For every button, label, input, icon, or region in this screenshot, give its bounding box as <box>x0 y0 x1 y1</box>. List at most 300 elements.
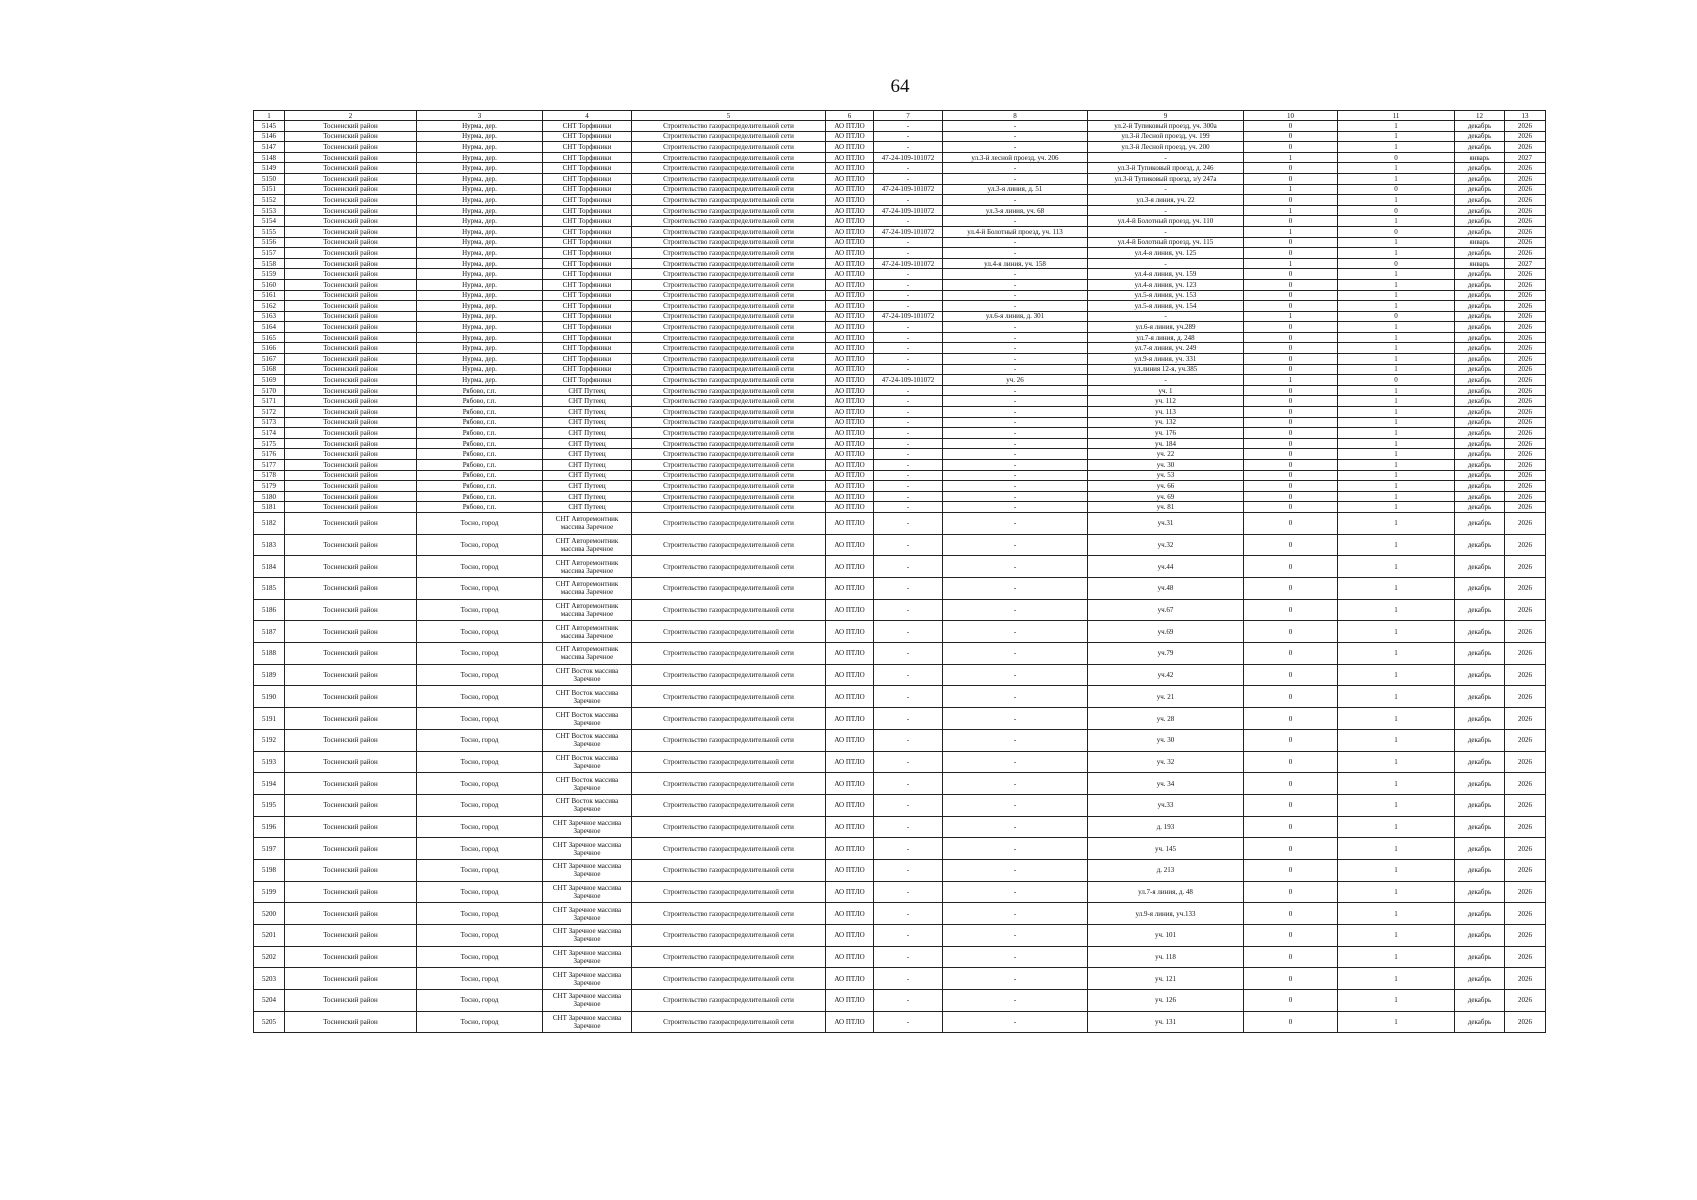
cell-settlement: Тосно, город <box>417 859 543 881</box>
cell-count-b: 1 <box>1338 708 1455 730</box>
cell-row-number: 5204 <box>254 990 285 1012</box>
cell-year: 2026 <box>1505 417 1546 428</box>
cell-address-a: - <box>943 142 1088 153</box>
cell-settlement: Тосно, город <box>417 534 543 556</box>
cell-work-type: Строительство газораспределительной сети <box>632 258 826 269</box>
cell-organization: АО ПТЛО <box>826 385 874 396</box>
cell-cadastral-number: - <box>874 664 943 686</box>
cell-count-a: 0 <box>1244 621 1338 643</box>
cell-district: Тосненский район <box>285 195 417 206</box>
cell-work-type: Строительство газораспределительной сети <box>632 460 826 471</box>
cell-address-b: уч.31 <box>1088 512 1244 534</box>
table-row <box>254 881 1546 903</box>
cell-address-b: уч. 66 <box>1088 481 1244 492</box>
cell-work-type: Строительство газораспределительной сети <box>632 428 826 439</box>
cell-row-number: 5151 <box>254 184 285 195</box>
cell-cadastral-number: - <box>874 407 943 418</box>
cell-work-type: Строительство газораспределительной сети <box>632 925 826 947</box>
cell-district: Тосненский район <box>285 859 417 881</box>
cell-cadastral-number: - <box>874 859 943 881</box>
cell-work-type: Строительство газораспределительной сети <box>632 332 826 343</box>
cell-work-type: Строительство газораспределительной сети <box>632 184 826 195</box>
table-row <box>254 751 1546 773</box>
cell-row-number: 5178 <box>254 470 285 481</box>
cell-settlement: Рябово, г.п. <box>417 491 543 502</box>
cell-organization: АО ПТЛО <box>826 332 874 343</box>
cell-cadastral-number: - <box>874 438 943 449</box>
cell-snt: СНТ Торфяники <box>543 248 632 259</box>
table-row <box>254 794 1546 816</box>
cell-count-a: 0 <box>1244 708 1338 730</box>
cell-settlement: Тосно, город <box>417 968 543 990</box>
cell-cadastral-number: - <box>874 163 943 174</box>
header-cell-row-number: 1 <box>254 111 285 121</box>
cell-count-b: 1 <box>1338 481 1455 492</box>
cell-month: декабрь <box>1455 216 1505 227</box>
table-row <box>254 428 1546 439</box>
cell-address-b: уч.42 <box>1088 664 1244 686</box>
table-row <box>254 343 1546 354</box>
cell-address-a: - <box>943 279 1088 290</box>
cell-count-a: 0 <box>1244 407 1338 418</box>
cell-row-number: 5203 <box>254 968 285 990</box>
cell-district: Тосненский район <box>285 578 417 600</box>
cell-work-type: Строительство газораспределительной сети <box>632 751 826 773</box>
cell-row-number: 5172 <box>254 407 285 418</box>
cell-count-a: 0 <box>1244 925 1338 947</box>
cell-district: Тосненский район <box>285 990 417 1012</box>
cell-settlement: Нурма, дер. <box>417 258 543 269</box>
cell-district: Тосненский район <box>285 481 417 492</box>
cell-cadastral-number: - <box>874 686 943 708</box>
cell-month: декабрь <box>1455 816 1505 838</box>
cell-month: декабрь <box>1455 205 1505 216</box>
cell-count-a: 0 <box>1244 460 1338 471</box>
header-cell-year: 13 <box>1505 111 1546 121</box>
table-row <box>254 599 1546 621</box>
cell-address-a: - <box>943 599 1088 621</box>
cell-address-a: - <box>943 449 1088 460</box>
cell-work-type: Строительство газораспределительной сети <box>632 481 826 492</box>
cell-snt: СНТ Авторемонтник массива Заречное <box>543 643 632 665</box>
cell-work-type: Строительство газораспределительной сети <box>632 279 826 290</box>
cell-row-number: 5167 <box>254 354 285 365</box>
cell-settlement: Нурма, дер. <box>417 301 543 312</box>
cell-year: 2026 <box>1505 751 1546 773</box>
cell-district: Тосненский район <box>285 460 417 471</box>
table-row <box>254 838 1546 860</box>
cell-month: декабрь <box>1455 534 1505 556</box>
cell-row-number: 5184 <box>254 556 285 578</box>
table-row <box>254 152 1546 163</box>
cell-snt: СНТ Торфяники <box>543 354 632 365</box>
cell-district: Тосненский район <box>285 708 417 730</box>
cell-work-type: Строительство газораспределительной сети <box>632 903 826 925</box>
cell-cadastral-number: - <box>874 881 943 903</box>
table-row <box>254 903 1546 925</box>
cell-district: Тосненский район <box>285 534 417 556</box>
cell-snt: СНТ Путеец <box>543 438 632 449</box>
table-row <box>254 290 1546 301</box>
cell-address-b: уч. 132 <box>1088 417 1244 428</box>
cell-row-number: 5146 <box>254 131 285 142</box>
cell-address-b: уч.48 <box>1088 578 1244 600</box>
cell-cadastral-number: - <box>874 269 943 280</box>
cell-cadastral-number: - <box>874 925 943 947</box>
cell-count-b: 1 <box>1338 460 1455 471</box>
cell-address-a: ул.4-й Болотный проезд, уч. 113 <box>943 226 1088 237</box>
cell-year: 2026 <box>1505 216 1546 227</box>
cell-row-number: 5155 <box>254 226 285 237</box>
table-row <box>254 407 1546 418</box>
cell-address-a: - <box>943 859 1088 881</box>
cell-snt: СНТ Торфяники <box>543 375 632 386</box>
cell-year: 2026 <box>1505 290 1546 301</box>
cell-cadastral-number: - <box>874 816 943 838</box>
cell-count-b: 1 <box>1338 237 1455 248</box>
cell-settlement: Тосно, город <box>417 794 543 816</box>
cell-settlement: Тосно, город <box>417 621 543 643</box>
cell-count-b: 1 <box>1338 502 1455 513</box>
cell-count-a: 0 <box>1244 354 1338 365</box>
cell-work-type: Строительство газораспределительной сети <box>632 438 826 449</box>
cell-district: Тосненский район <box>285 216 417 227</box>
cell-year: 2026 <box>1505 664 1546 686</box>
table-row <box>254 279 1546 290</box>
cell-district: Тосненский район <box>285 502 417 513</box>
cell-count-b: 1 <box>1338 438 1455 449</box>
cell-count-b: 1 <box>1338 354 1455 365</box>
cell-cadastral-number: - <box>874 417 943 428</box>
cell-count-a: 0 <box>1244 470 1338 481</box>
cell-address-b: ул.9-я линия, уч. 331 <box>1088 354 1244 365</box>
cell-count-b: 1 <box>1338 396 1455 407</box>
cell-count-a: 0 <box>1244 343 1338 354</box>
cell-address-a: - <box>943 481 1088 492</box>
cell-snt: СНТ Торфяники <box>543 301 632 312</box>
cell-count-b: 0 <box>1338 375 1455 386</box>
cell-address-b: - <box>1088 226 1244 237</box>
cell-work-type: Строительство газораспределительной сети <box>632 621 826 643</box>
cell-address-b: - <box>1088 311 1244 322</box>
cell-settlement: Рябово, г.п. <box>417 449 543 460</box>
cell-district: Тосненский район <box>285 686 417 708</box>
cell-cadastral-number: - <box>874 968 943 990</box>
cell-address-b: уч. 34 <box>1088 773 1244 795</box>
cell-settlement: Нурма, дер. <box>417 332 543 343</box>
cell-row-number: 5205 <box>254 1011 285 1033</box>
cell-district: Тосненский район <box>285 751 417 773</box>
cell-row-number: 5171 <box>254 396 285 407</box>
cell-month: декабрь <box>1455 491 1505 502</box>
cell-district: Тосненский район <box>285 664 417 686</box>
cell-month: декабрь <box>1455 226 1505 237</box>
table-row <box>254 621 1546 643</box>
cell-settlement: Рябово, г.п. <box>417 460 543 471</box>
cell-district: Тосненский район <box>285 237 417 248</box>
cell-work-type: Строительство газораспределительной сети <box>632 534 826 556</box>
cell-organization: АО ПТЛО <box>826 343 874 354</box>
cell-work-type: Строительство газораспределительной сети <box>632 859 826 881</box>
cell-address-a: - <box>943 269 1088 280</box>
cell-month: декабрь <box>1455 364 1505 375</box>
cell-cadastral-number: - <box>874 578 943 600</box>
cell-address-b: уч. 21 <box>1088 686 1244 708</box>
cell-organization: АО ПТЛО <box>826 152 874 163</box>
cell-address-b: уч. 176 <box>1088 428 1244 439</box>
cell-year: 2026 <box>1505 385 1546 396</box>
cell-count-a: 0 <box>1244 751 1338 773</box>
cell-address-b: ул.6-я линия, уч.289 <box>1088 322 1244 333</box>
cell-month: декабрь <box>1455 322 1505 333</box>
cell-count-b: 1 <box>1338 301 1455 312</box>
cell-organization: АО ПТЛО <box>826 407 874 418</box>
table-row <box>254 301 1546 312</box>
cell-address-b: уч. 30 <box>1088 729 1244 751</box>
cell-district: Тосненский район <box>285 1011 417 1033</box>
cell-year: 2026 <box>1505 729 1546 751</box>
cell-settlement: Тосно, город <box>417 751 543 773</box>
cell-cadastral-number: - <box>874 216 943 227</box>
cell-month: декабрь <box>1455 396 1505 407</box>
cell-work-type: Строительство газораспределительной сети <box>632 142 826 153</box>
cell-address-b: ул.4-й Болотный проезд, уч. 110 <box>1088 216 1244 227</box>
cell-month: декабрь <box>1455 903 1505 925</box>
cell-address-a: - <box>943 686 1088 708</box>
table-row <box>254 502 1546 513</box>
cell-district: Тосненский район <box>285 470 417 481</box>
cell-year: 2026 <box>1505 428 1546 439</box>
cell-settlement: Рябово, г.п. <box>417 481 543 492</box>
cell-year: 2026 <box>1505 773 1546 795</box>
cell-address-b: ул.4-я линия, уч. 159 <box>1088 269 1244 280</box>
cell-cadastral-number: - <box>874 491 943 502</box>
cell-year: 2026 <box>1505 502 1546 513</box>
cell-organization: АО ПТЛО <box>826 990 874 1012</box>
cell-year: 2026 <box>1505 903 1546 925</box>
cell-count-a: 0 <box>1244 729 1338 751</box>
table-row <box>254 729 1546 751</box>
cell-count-a: 0 <box>1244 643 1338 665</box>
cell-address-a: - <box>943 664 1088 686</box>
cell-snt: СНТ Торфяники <box>543 142 632 153</box>
cell-snt: СНТ Восток массива Заречное <box>543 708 632 730</box>
cell-snt: СНТ Торфяники <box>543 311 632 322</box>
cell-count-a: 0 <box>1244 269 1338 280</box>
cell-year: 2026 <box>1505 578 1546 600</box>
cell-month: декабрь <box>1455 173 1505 184</box>
cell-count-a: 0 <box>1244 599 1338 621</box>
cell-work-type: Строительство газораспределительной сети <box>632 152 826 163</box>
cell-district: Тосненский район <box>285 290 417 301</box>
cell-work-type: Строительство газораспределительной сети <box>632 968 826 990</box>
cell-address-b: уч.79 <box>1088 643 1244 665</box>
cell-count-b: 1 <box>1338 332 1455 343</box>
cell-count-b: 1 <box>1338 343 1455 354</box>
cell-month: декабрь <box>1455 859 1505 881</box>
cell-count-b: 1 <box>1338 838 1455 860</box>
cell-year: 2027 <box>1505 258 1546 269</box>
cell-address-b: уч. 131 <box>1088 1011 1244 1033</box>
cell-row-number: 5170 <box>254 385 285 396</box>
cell-address-a: - <box>943 534 1088 556</box>
table-row <box>254 375 1546 386</box>
cell-month: декабрь <box>1455 269 1505 280</box>
cell-work-type: Строительство газораспределительной сети <box>632 708 826 730</box>
cell-count-a: 0 <box>1244 396 1338 407</box>
cell-snt: СНТ Авторемонтник массива Заречное <box>543 599 632 621</box>
cell-address-a: - <box>943 578 1088 600</box>
cell-cadastral-number: - <box>874 396 943 407</box>
cell-count-a: 0 <box>1244 163 1338 174</box>
cell-snt: СНТ Путеец <box>543 396 632 407</box>
cell-organization: АО ПТЛО <box>826 396 874 407</box>
cell-count-b: 0 <box>1338 226 1455 237</box>
cell-address-a: - <box>943 216 1088 227</box>
cell-year: 2026 <box>1505 184 1546 195</box>
cell-cadastral-number: - <box>874 838 943 860</box>
cell-settlement: Тосно, город <box>417 556 543 578</box>
cell-year: 2026 <box>1505 269 1546 280</box>
cell-month: декабрь <box>1455 729 1505 751</box>
cell-organization: АО ПТЛО <box>826 438 874 449</box>
cell-cadastral-number: 47-24-109-101072 <box>874 152 943 163</box>
cell-district: Тосненский район <box>285 968 417 990</box>
cell-count-a: 0 <box>1244 773 1338 795</box>
cell-cadastral-number: - <box>874 643 943 665</box>
cell-organization: АО ПТЛО <box>826 216 874 227</box>
table-row <box>254 184 1546 195</box>
cell-address-b: - <box>1088 258 1244 269</box>
page-number: 64 <box>890 76 910 97</box>
cell-month: декабрь <box>1455 664 1505 686</box>
cell-cadastral-number: - <box>874 512 943 534</box>
cell-district: Тосненский район <box>285 396 417 407</box>
cell-month: декабрь <box>1455 946 1505 968</box>
cell-district: Тосненский район <box>285 643 417 665</box>
cell-count-a: 0 <box>1244 556 1338 578</box>
cell-year: 2026 <box>1505 481 1546 492</box>
cell-count-a: 0 <box>1244 438 1338 449</box>
cell-month: декабрь <box>1455 643 1505 665</box>
table-row <box>254 438 1546 449</box>
cell-settlement: Нурма, дер. <box>417 131 543 142</box>
cell-district: Тосненский район <box>285 599 417 621</box>
cell-district: Тосненский район <box>285 163 417 174</box>
cell-cadastral-number: - <box>874 990 943 1012</box>
cell-month: декабрь <box>1455 686 1505 708</box>
cell-organization: АО ПТЛО <box>826 621 874 643</box>
cell-count-b: 1 <box>1338 407 1455 418</box>
cell-address-a: уч. 26 <box>943 375 1088 386</box>
cell-year: 2026 <box>1505 708 1546 730</box>
cell-snt: СНТ Путеец <box>543 417 632 428</box>
table-row <box>254 578 1546 600</box>
cell-snt: СНТ Заречное массива Заречное <box>543 1011 632 1033</box>
cell-district: Тосненский район <box>285 354 417 365</box>
cell-organization: АО ПТЛО <box>826 686 874 708</box>
cell-work-type: Строительство газораспределительной сети <box>632 385 826 396</box>
cell-organization: АО ПТЛО <box>826 131 874 142</box>
cell-count-a: 0 <box>1244 881 1338 903</box>
cell-organization: АО ПТЛО <box>826 838 874 860</box>
cell-address-a: - <box>943 881 1088 903</box>
cell-work-type: Строительство газораспределительной сети <box>632 364 826 375</box>
cell-count-b: 0 <box>1338 184 1455 195</box>
cell-cadastral-number: - <box>874 173 943 184</box>
header-cell-address-a: 8 <box>943 111 1088 121</box>
cell-month: декабрь <box>1455 248 1505 259</box>
cell-settlement: Тосно, город <box>417 773 543 795</box>
cell-row-number: 5185 <box>254 578 285 600</box>
cell-snt: СНТ Авторемонтник массива Заречное <box>543 578 632 600</box>
table-row <box>254 481 1546 492</box>
cell-cadastral-number: - <box>874 946 943 968</box>
cell-snt: СНТ Торфяники <box>543 163 632 174</box>
table-row <box>254 237 1546 248</box>
cell-address-b: д. 193 <box>1088 816 1244 838</box>
table-row <box>254 195 1546 206</box>
cell-year: 2026 <box>1505 205 1546 216</box>
cell-row-number: 5157 <box>254 248 285 259</box>
cell-address-a: - <box>943 470 1088 481</box>
cell-row-number: 5194 <box>254 773 285 795</box>
cell-row-number: 5154 <box>254 216 285 227</box>
cell-work-type: Строительство газораспределительной сети <box>632 131 826 142</box>
cell-cadastral-number: - <box>874 599 943 621</box>
cell-organization: АО ПТЛО <box>826 534 874 556</box>
cell-cadastral-number: - <box>874 248 943 259</box>
cell-month: декабрь <box>1455 751 1505 773</box>
cell-month: декабрь <box>1455 142 1505 153</box>
cell-work-type: Строительство газораспределительной сети <box>632 322 826 333</box>
cell-work-type: Строительство газораспределительной сети <box>632 163 826 174</box>
cell-district: Тосненский район <box>285 322 417 333</box>
cell-month: декабрь <box>1455 311 1505 322</box>
cell-address-b: ул.7-я линия, д. 48 <box>1088 881 1244 903</box>
table-row <box>254 258 1546 269</box>
cell-district: Тосненский район <box>285 184 417 195</box>
cell-work-type: Строительство газораспределительной сети <box>632 502 826 513</box>
cell-address-a: - <box>943 121 1088 132</box>
cell-year: 2026 <box>1505 838 1546 860</box>
cell-month: декабрь <box>1455 354 1505 365</box>
cell-count-b: 1 <box>1338 881 1455 903</box>
cell-count-b: 1 <box>1338 903 1455 925</box>
cell-address-b: уч. 101 <box>1088 925 1244 947</box>
cell-cadastral-number: - <box>874 751 943 773</box>
table-row <box>254 121 1546 132</box>
cell-year: 2026 <box>1505 990 1546 1012</box>
cell-address-b: уч. 113 <box>1088 407 1244 418</box>
cell-address-b: ул.2-й Тупиковый проезд, уч. 300а <box>1088 121 1244 132</box>
cell-work-type: Строительство газораспределительной сети <box>632 417 826 428</box>
cell-count-a: 0 <box>1244 417 1338 428</box>
cell-work-type: Строительство газораспределительной сети <box>632 354 826 365</box>
cell-count-b: 1 <box>1338 925 1455 947</box>
cell-row-number: 5153 <box>254 205 285 216</box>
cell-count-b: 1 <box>1338 816 1455 838</box>
cell-month: январь <box>1455 258 1505 269</box>
cell-month: декабрь <box>1455 428 1505 439</box>
cell-address-b: уч. 28 <box>1088 708 1244 730</box>
cell-snt: СНТ Торфяники <box>543 322 632 333</box>
cell-address-b: уч. 69 <box>1088 491 1244 502</box>
cell-count-b: 1 <box>1338 121 1455 132</box>
cell-organization: АО ПТЛО <box>826 816 874 838</box>
cell-district: Тосненский район <box>285 729 417 751</box>
cell-year: 2026 <box>1505 686 1546 708</box>
